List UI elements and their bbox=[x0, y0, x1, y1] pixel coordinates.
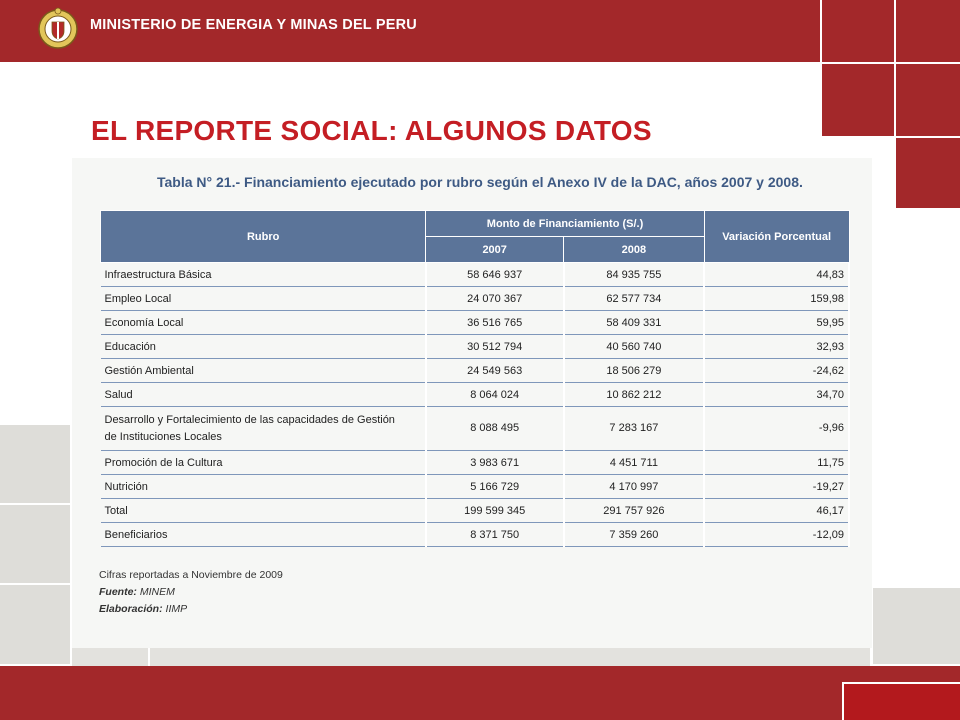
note-cifras: Cifras reportadas a Noviembre de 2009 bbox=[99, 569, 283, 581]
cell-variacion: 46,17 bbox=[704, 499, 849, 523]
cell-rubro: Nutrición bbox=[101, 475, 426, 499]
cell-variacion: 32,93 bbox=[704, 335, 849, 359]
note-fuente bbox=[99, 586, 175, 598]
cell-2008: 62 577 734 bbox=[564, 287, 705, 311]
note-elaboracion bbox=[99, 603, 187, 615]
cell-variacion: -24,62 bbox=[704, 359, 849, 383]
table-caption: Tabla N° 21.- Financiamiento ejecutado por rubro según el Anexo IV de la DAC, años 2007 y 2008. bbox=[157, 174, 803, 190]
cell-variacion: 44,83 bbox=[704, 263, 849, 287]
table-row bbox=[101, 383, 850, 407]
cell-2007: 24 549 563 bbox=[426, 359, 564, 383]
ministry-shield-emblem-icon bbox=[37, 5, 79, 53]
cell-2007: 58 646 937 bbox=[426, 263, 564, 287]
cell-2007: 8 088 495 bbox=[426, 407, 564, 451]
table-row bbox=[101, 523, 850, 547]
cell-2008: 18 506 279 bbox=[564, 359, 705, 383]
cell-2008: 7 359 260 bbox=[564, 523, 705, 547]
cell-variacion: 11,75 bbox=[704, 451, 849, 475]
cell-variacion: 159,98 bbox=[704, 287, 849, 311]
cell-2008: 58 409 331 bbox=[564, 311, 705, 335]
header-2008: 2008 bbox=[564, 237, 705, 263]
cell-2007: 199 599 345 bbox=[426, 499, 564, 523]
cell-2008: 291 757 926 bbox=[564, 499, 705, 523]
cell-variacion: -12,09 bbox=[704, 523, 849, 547]
header-bar bbox=[0, 0, 960, 62]
table-row bbox=[101, 451, 850, 475]
note-fuente-value: MINEM bbox=[139, 586, 175, 598]
cell-rubro: Infraestructura Básica bbox=[101, 263, 426, 287]
note-fuente-label: Fuente: bbox=[99, 586, 137, 598]
cell-2007: 5 166 729 bbox=[426, 475, 564, 499]
financing-table bbox=[100, 210, 850, 547]
cell-rubro: Empleo Local bbox=[101, 287, 426, 311]
cell-2007: 24 070 367 bbox=[426, 287, 564, 311]
header-2007: 2007 bbox=[426, 237, 564, 263]
table-row bbox=[101, 407, 850, 451]
cell-rubro: Promoción de la Cultura bbox=[101, 451, 426, 475]
cell-variacion: 34,70 bbox=[704, 383, 849, 407]
table-row bbox=[101, 287, 850, 311]
cell-rubro: Educación bbox=[101, 335, 426, 359]
footer-accent-block bbox=[842, 682, 960, 720]
cell-2008: 84 935 755 bbox=[564, 263, 705, 287]
cell-2008: 40 560 740 bbox=[564, 335, 705, 359]
cell-2007: 8 371 750 bbox=[426, 523, 564, 547]
cell-variacion: -19,27 bbox=[704, 475, 849, 499]
table-row bbox=[101, 359, 850, 383]
note-elaboracion-value: IIMP bbox=[165, 603, 188, 615]
cell-variacion: 59,95 bbox=[704, 311, 849, 335]
cell-2008: 4 451 711 bbox=[564, 451, 705, 475]
cell-2007: 30 512 794 bbox=[426, 335, 564, 359]
ministry-name: MINISTERIO DE ENERGIA Y MINAS DEL PERU bbox=[90, 17, 417, 33]
table-row bbox=[101, 475, 850, 499]
cell-rubro: Desarrollo y Fortalecimiento de las capacidades de Gestión de Instituciones Locales bbox=[101, 407, 426, 451]
header-rubro: Rubro bbox=[101, 211, 426, 263]
note-elaboracion-label: Elaboración: bbox=[99, 603, 163, 615]
table-panel bbox=[72, 158, 872, 648]
cell-rubro: Total bbox=[101, 499, 426, 523]
cell-rubro: Economía Local bbox=[101, 311, 426, 335]
cell-2007: 36 516 765 bbox=[426, 311, 564, 335]
cell-variacion: -9,96 bbox=[704, 407, 849, 451]
footer-bar bbox=[0, 666, 960, 720]
cell-rubro: Gestión Ambiental bbox=[101, 359, 426, 383]
cell-rubro: Salud bbox=[101, 383, 426, 407]
table-row bbox=[101, 335, 850, 359]
header-monto: Monto de Financiamiento (S/.) bbox=[426, 211, 704, 237]
header-variacion: Variación Porcentual bbox=[704, 211, 849, 263]
slide-title: EL REPORTE SOCIAL: ALGUNOS DATOS bbox=[91, 115, 652, 146]
cell-2008: 4 170 997 bbox=[564, 475, 705, 499]
cell-2007: 8 064 024 bbox=[426, 383, 564, 407]
table-row bbox=[101, 263, 850, 287]
cell-2008: 7 283 167 bbox=[564, 407, 705, 451]
cell-rubro: Beneficiarios bbox=[101, 523, 426, 547]
cell-2007: 3 983 671 bbox=[426, 451, 564, 475]
cell-2008: 10 862 212 bbox=[564, 383, 705, 407]
table-row bbox=[101, 499, 850, 523]
table-row bbox=[101, 311, 850, 335]
